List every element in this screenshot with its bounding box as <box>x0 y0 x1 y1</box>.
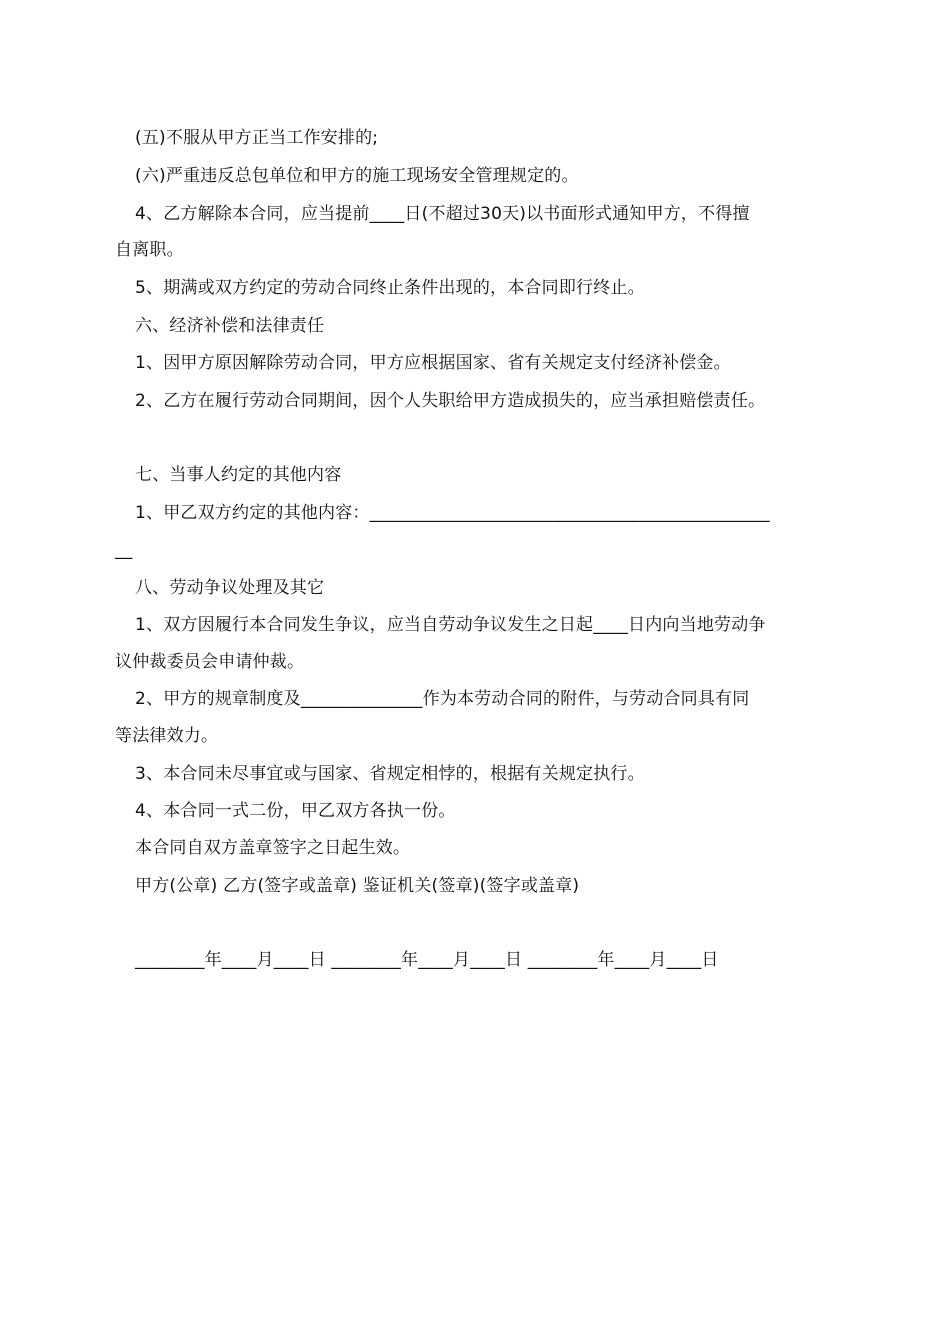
section-6-item-2: 2、乙方在履行劳动合同期间，因个人失职给甲方造成损失的，应当承担赔偿责任。 <box>135 391 766 411</box>
effective-clause: 本合同自双方盖章签字之日起生效。 <box>135 838 411 858</box>
section-7-heading: 七、当事人约定的其他内容 <box>135 465 342 485</box>
section-8-heading: 八、劳动争议处理及其它 <box>135 578 325 598</box>
section-8-item-4: 4、本合同一式二份，甲乙双方各执一份。 <box>135 801 456 821</box>
section-8-item-1-line-2: 议仲裁委员会申请仲裁。 <box>115 652 305 672</box>
section-7-item-1-line-1: 1、甲乙双方约定的其他内容：______________________________________________ <box>135 503 770 523</box>
section-8-item-2-line-2: 等法律效力。 <box>115 726 219 746</box>
section-6-item-1: 1、因甲方原因解除劳动合同，甲方应根据国家、省有关规定支付经济补偿金。 <box>135 353 731 373</box>
section-7-item-1-line-2: __ <box>115 540 133 560</box>
section-8-item-1-line-1: 1、双方因履行本合同发生争议，应当自劳动争议发生之日起____日内向当地劳动争 <box>135 615 766 635</box>
signature-dates: ________年____月____日 ________年____月____日 ________年____月____日 <box>135 950 719 970</box>
clause-5-item-4-line-1: 4、乙方解除本合同，应当提前____日(不超过30天)以书面形式通知甲方，不得擅 <box>135 204 750 224</box>
section-8-item-3: 3、本合同未尽事宜或与国家、省规定相悖的，根据有关规定执行。 <box>135 764 645 784</box>
clause-5-item-4-line-2: 自离职。 <box>115 240 184 260</box>
section-6-heading: 六、经济补偿和法律责任 <box>135 316 325 336</box>
clause-5-5: (五)不服从甲方正当工作安排的; <box>135 128 379 148</box>
clause-5-6: (六)严重违反总包单位和甲方的施工现场安全管理规定的。 <box>135 166 579 186</box>
signature-labels: 甲方(公章) 乙方(签字或盖章) 鉴证机关(签章)(签字或盖章) <box>135 876 580 896</box>
clause-5-item-5: 5、期满或双方约定的劳动合同终止条件出现的，本合同即行终止。 <box>135 278 645 298</box>
section-8-item-2-line-1: 2、甲方的规章制度及______________作为本劳动合同的附件，与劳动合同具有同 <box>135 689 750 709</box>
